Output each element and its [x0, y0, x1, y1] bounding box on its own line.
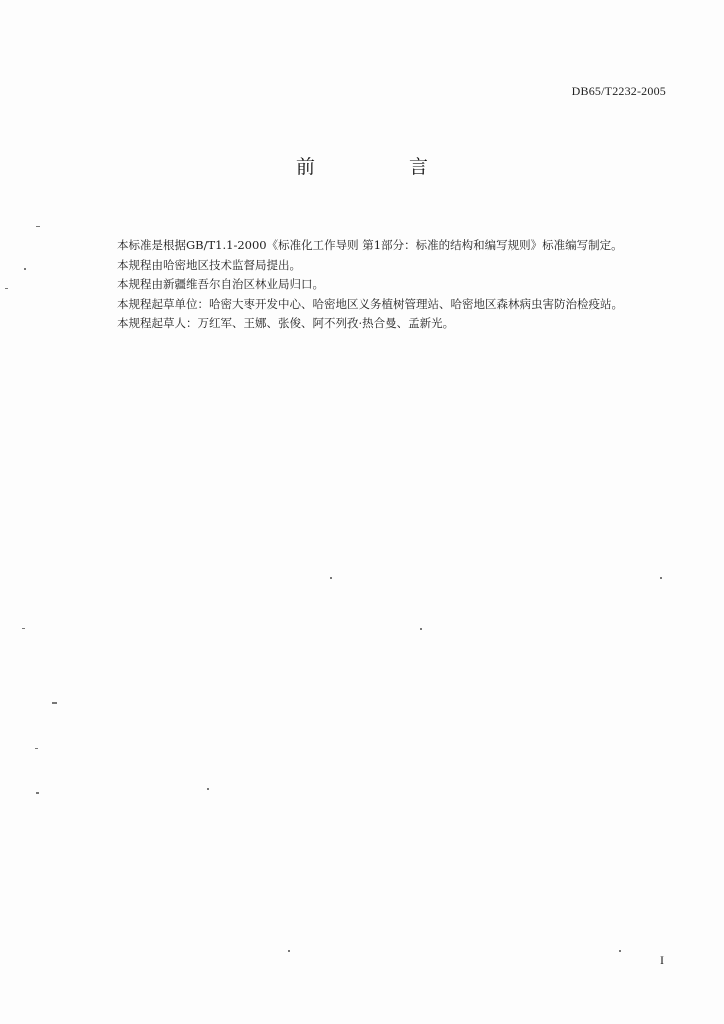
page-number: I: [660, 953, 664, 967]
scan-speck: [24, 268, 26, 270]
paragraph-administrator: 本规程由新疆维吾尔自治区林业局归口。: [117, 277, 324, 291]
foreword-body: [93, 236, 668, 334]
page-title: 前 言: [295, 156, 473, 178]
scan-speck: [207, 788, 209, 790]
scan-speck: [36, 792, 39, 794]
scan-speck: [5, 288, 8, 289]
paragraph-drafters: 本规程起草人：万红军、王娜、张俊、阿不列孜·热合曼、孟新光。: [117, 316, 455, 330]
paragraph-basis: 本标准是根据GB/T1.1-2000《标准化工作导则 第1部分：标准的结构和编写规则》标准编写制定。: [117, 238, 623, 252]
scan-speck: [619, 950, 621, 952]
scan-speck: [35, 748, 38, 749]
scan-speck: [36, 226, 40, 227]
scan-speck: [660, 577, 662, 579]
scan-speck: [52, 702, 57, 704]
scan-speck: [330, 577, 332, 579]
paragraph-drafting-units: 本规程起草单位：哈密大枣开发中心、哈密地区义务植树管理站、哈密地区森林病虫害防治检疫站。: [117, 296, 623, 311]
paragraph-proposer: 本规程由哈密地区技术监督局提出。: [117, 257, 301, 272]
scan-speck: [22, 628, 25, 629]
standard-number: DB65/T2232-2005: [571, 84, 666, 98]
scan-speck: [420, 628, 422, 630]
scan-speck: [288, 950, 290, 952]
